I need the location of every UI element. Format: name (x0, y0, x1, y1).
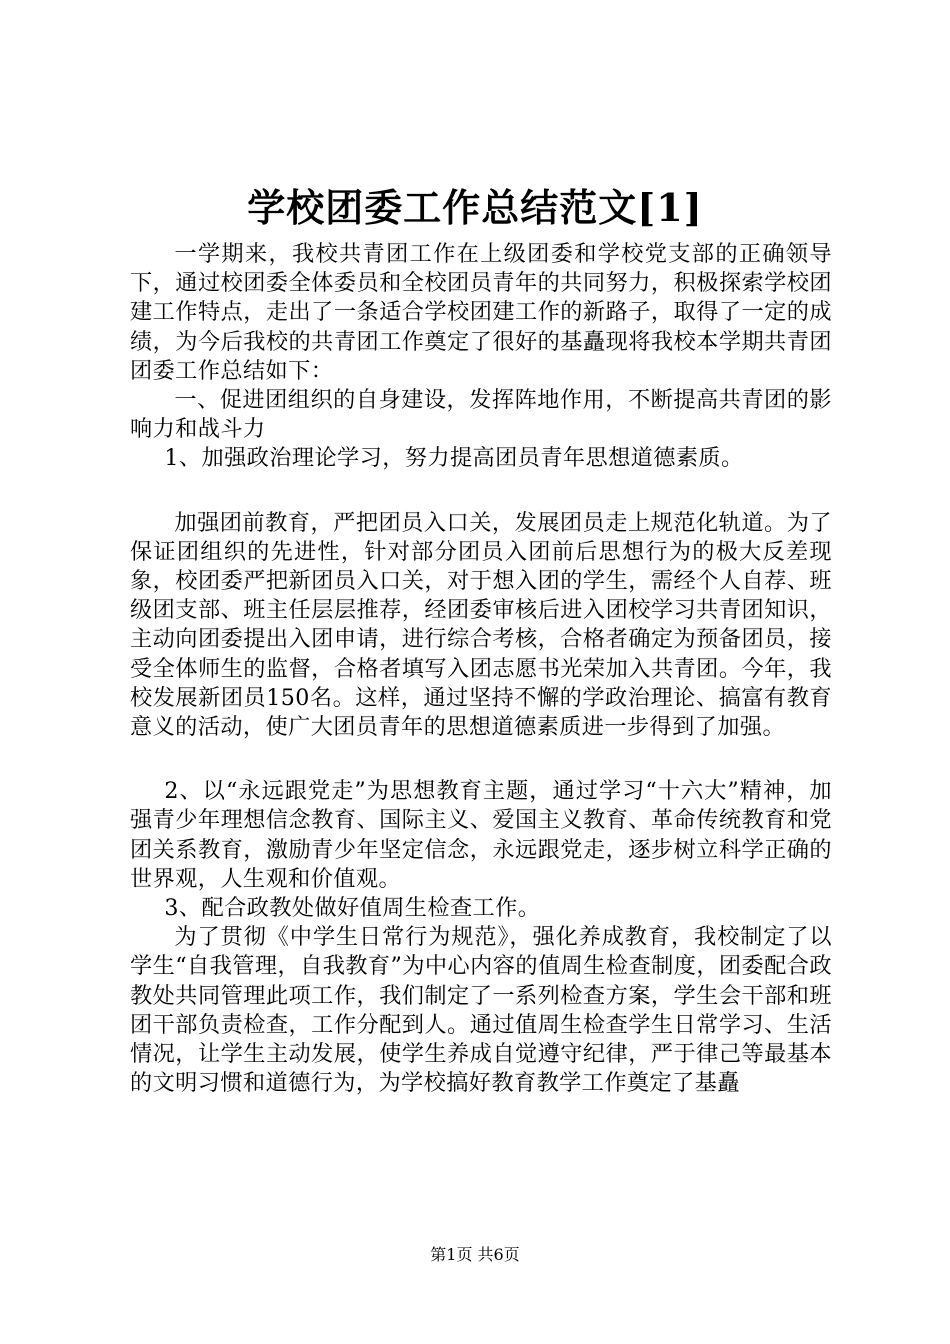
subheading-1: 1、加强政治理论学习，努力提高团员青年思想道德素质。 (164, 445, 744, 472)
paragraph-gap (130, 742, 832, 777)
paragraph-follow-party: 2、以“永远跟党走”为思想教育主题，通过学习“十六大”精神，加强青少年理想信念教育、国际主义、爱国主义教育、革命传统教育和党团关系教育，激励青少年坚定信念，永远跟党走，逐步树立科学正确的世界观，人生观和价值观。 (130, 778, 832, 892)
document-body (130, 240, 832, 1098)
paragraph-duty-inspection: 为了贯彻《中学生日常行为规范》，强化养成教育，我校制定了以学生“自我管理，自我教育”为中心内容的值周生检查制度，团委配合政教处共同管理此项工作，我们制定了一系列检查方案，学生会干部和班团干部负责检查，工作分配到人。通过值周生检查学生日常学习、生活情况，让学生主动发展，使学生养成自觉遵守纪律，严于律己等最基本的文明习惯和道德行为，为学校搞好教育教学工作奠定了基矗 (130, 924, 832, 1097)
page-footer: 第1页 共6页 (430, 1245, 520, 1264)
paragraph-intro: 一学期来，我校共青团工作在上级团委和学校党支部的正确领导下，通过校团委全体委员和全校团员青年的共同努力，积极探索学校团建工作特点，走出了一条适合学校团建工作的新路子，取得了一定的成绩，为今后我校的共青团工作奠定了很好的基矗现将我校本学期共青团团委工作总结如下： (130, 241, 832, 384)
document-title: 学校团委工作总结范文[1] (247, 185, 703, 230)
subheading-3: 3、配合政教处做好值周生检查工作。 (164, 895, 541, 922)
section-heading-1: 一、促进团组织的自身建设，发挥阵地作用，不断提高共青团的影响力和战斗力 (130, 387, 832, 443)
paragraph-gap (130, 474, 832, 509)
paragraph-team-education: 加强团前教育，严把团员入口关，发展团员走上规范化轨道。为了保证团组织的先进性，针对部分团员入团前后思想行为的极大反差现象，校团委严把新团员入口关，对于想入团的学生，需经个人自荐、班级团支部、班主任层层推荐，经团委审核后进入团校学习共青团知识，主动向团委提出入团申请，进行综合考核，合格者确定为预备团员，接受全体师生的监督，合格者填写入团志愿书光荣加入共青团。今年，我校发展新团员150名。这样，通过坚持不懈的学政治理论、搞富有教育意义的活动，使广大团员青年的思想道德素质进一步得到了加强。 (130, 509, 832, 741)
